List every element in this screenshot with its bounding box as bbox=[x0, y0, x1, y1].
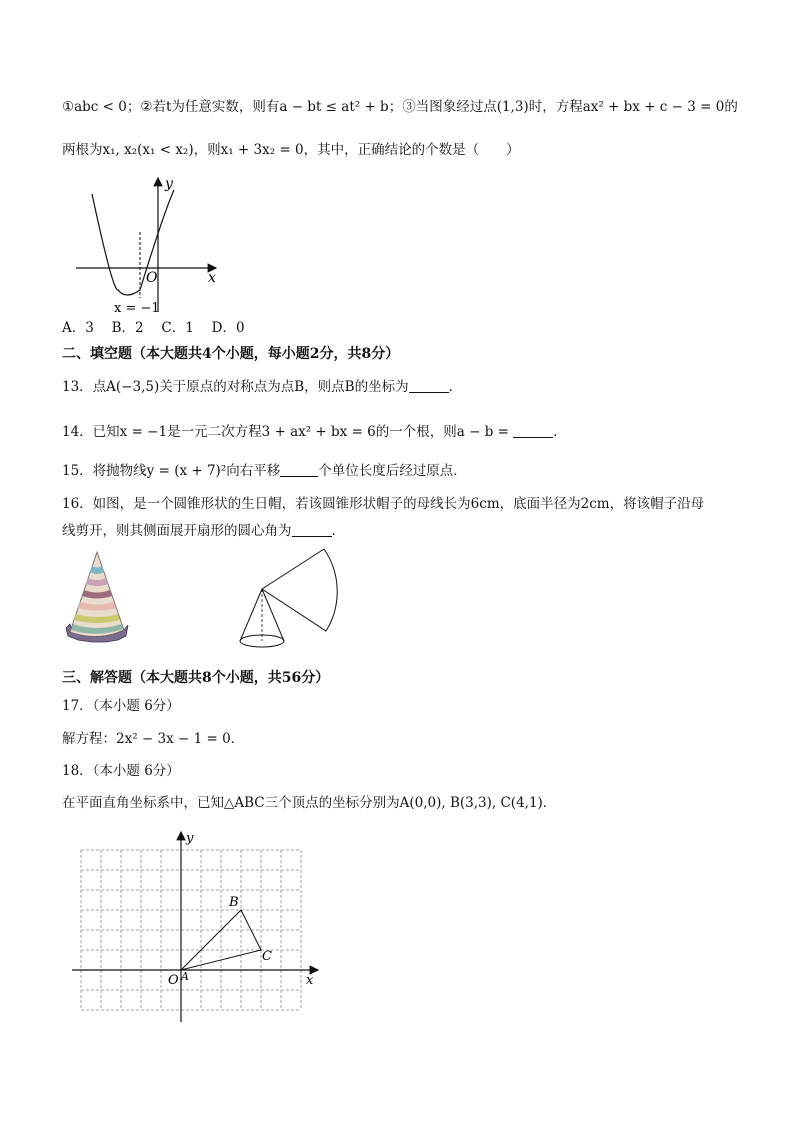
q14: 14．已知x = −1是一元二次方程3 + ax² + bx = 6的一个根，则a − b = ． bbox=[62, 424, 567, 440]
q18-title: 18．（本小题 6分） bbox=[62, 763, 180, 779]
origin-label: O bbox=[146, 270, 158, 286]
symmetry-label: x = −1 bbox=[114, 301, 160, 316]
point-c-label: C bbox=[262, 949, 272, 964]
q13: 13．点A(−3,5)关于原点的对称点为点B，则点B的坐标为 ． bbox=[62, 379, 463, 395]
q12-line1: ①abc < 0；②若t为任意实数，则有a − bt ≤ at² + b；③当图象经过点(1,3)时，方程ax² + bx + c − 3 = 0的 bbox=[62, 99, 738, 115]
q16-line1: 16．如图，是一个圆锥形状的生日帽，若该圆锥形状帽子的母线长为6cm，底面半径为2cm，将该帽子沿母 bbox=[62, 496, 705, 512]
sector-shape bbox=[262, 549, 337, 631]
grid-x-label: x bbox=[306, 973, 314, 988]
y-label: y bbox=[165, 176, 173, 192]
q16-blank[interactable] bbox=[292, 522, 332, 537]
parabola-graph bbox=[60, 172, 230, 322]
q12-line2: 两根为x₁, x₂(x₁ < x₂)，则x₁ + 3x₂ = 0，其中，正确结论的个数是（ ） bbox=[62, 142, 520, 158]
point-a-label: A bbox=[181, 970, 189, 983]
q13-text: 13．点A(−3,5)关于原点的对称点为点B，则点B的坐标为 bbox=[62, 379, 409, 395]
point-b-label: B bbox=[229, 895, 239, 910]
q14-text: 14．已知x = −1是一元二次方程3 + ax² + bx = 6的一个根，则a − b = bbox=[62, 424, 509, 440]
q16-line2: 线剪开，则其侧面展开扇形的圆心角为 ． bbox=[62, 523, 345, 539]
section3-heading: 三、解答题（本大题共8个小题，共56分） bbox=[62, 670, 330, 686]
q16-text: 线剪开，则其侧面展开扇形的圆心角为 bbox=[62, 523, 292, 539]
q18-text: 在平面直角坐标系中，已知△ABC三个顶点的坐标分别为A(0,0), B(3,3), C(4,1)． bbox=[62, 795, 557, 811]
cone-sector-diagram bbox=[232, 547, 362, 652]
q15-blank[interactable] bbox=[280, 462, 318, 477]
q14-blank[interactable] bbox=[513, 423, 553, 438]
q13-blank[interactable] bbox=[409, 378, 449, 393]
party-hat-image bbox=[62, 550, 132, 645]
q15 bbox=[62, 461, 467, 481]
grid-origin-label: O bbox=[168, 973, 179, 988]
grid-y-label: y bbox=[186, 831, 194, 846]
q15-text-a: 15．将抛物线y = (x + 7)²向右平移 bbox=[62, 463, 281, 479]
x-label: x bbox=[208, 270, 216, 286]
q15-text-b: 个单位长度后经过原点． bbox=[318, 463, 467, 479]
grid-lines bbox=[81, 850, 301, 1010]
section2-heading: 二、填空题（本大题共4个小题，每小题2分，共8分） bbox=[62, 346, 400, 362]
coordinate-grid bbox=[70, 828, 330, 1028]
q12-options: A．3 B．2 C．1 D．0 bbox=[62, 320, 245, 336]
q17-title: 17．（本小题 6分） bbox=[62, 698, 180, 714]
q17-text: 解方程：2x² − 3x − 1 = 0． bbox=[62, 731, 245, 747]
